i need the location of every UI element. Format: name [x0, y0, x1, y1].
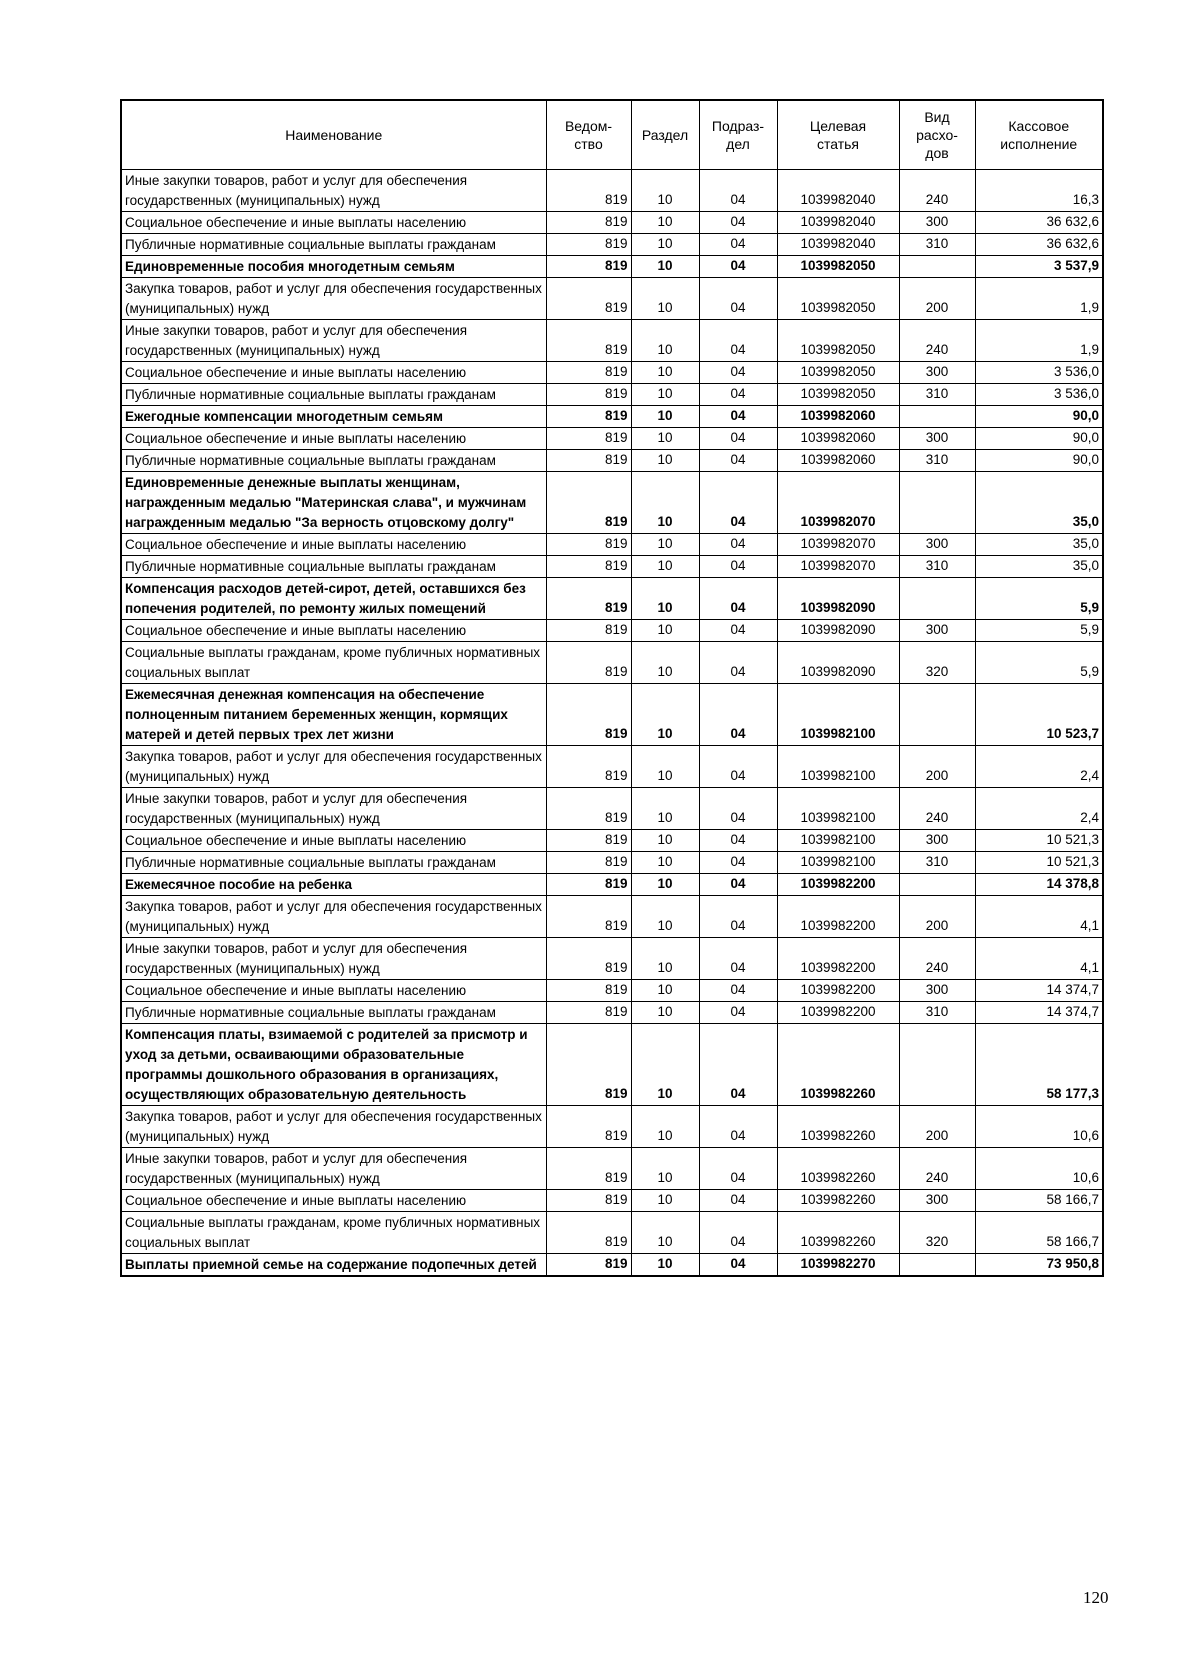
article-cell: 1039982040	[777, 212, 899, 234]
section-cell: 10	[631, 938, 699, 980]
execution-cell: 1,9	[975, 278, 1103, 320]
article-cell: 1039982200	[777, 1002, 899, 1024]
expense-type-cell: 300	[899, 830, 975, 852]
article-cell: 1039982060	[777, 428, 899, 450]
execution-cell: 14 378,8	[975, 874, 1103, 896]
name-cell: Иные закупки товаров, работ и услуг для обеспечения государственных (муниципальных) нужд	[121, 938, 546, 980]
section-cell: 10	[631, 874, 699, 896]
expense-type-cell: 310	[899, 450, 975, 472]
header-article: Целевая статья	[777, 100, 899, 170]
header-section: Раздел	[631, 100, 699, 170]
subsection-cell: 04	[699, 1190, 777, 1212]
expense-type-cell: 300	[899, 534, 975, 556]
name-cell: Единовременные пособия многодетным семьям	[121, 256, 546, 278]
execution-cell: 3 536,0	[975, 362, 1103, 384]
dept-cell: 819	[546, 556, 631, 578]
expense-type-cell: 240	[899, 320, 975, 362]
name-cell: Единовременные денежные выплаты женщинам, награжденным медалью "Материнская слава", и мужчинам награжденным медалью "За верность отцовскому долгу"	[121, 472, 546, 534]
execution-cell: 36 632,6	[975, 212, 1103, 234]
dept-cell: 819	[546, 620, 631, 642]
subsection-cell: 04	[699, 170, 777, 212]
table-header-row	[121, 100, 1103, 170]
dept-cell: 819	[546, 852, 631, 874]
section-cell: 10	[631, 1212, 699, 1254]
subsection-cell: 04	[699, 852, 777, 874]
dept-cell: 819	[546, 406, 631, 428]
dept-cell: 819	[546, 450, 631, 472]
section-cell: 10	[631, 1254, 699, 1277]
expense-type-cell: 300	[899, 620, 975, 642]
section-cell: 10	[631, 234, 699, 256]
table-row	[121, 980, 1103, 1002]
name-cell: Социальные выплаты гражданам, кроме публичных нормативных социальных выплат	[121, 1212, 546, 1254]
dept-cell: 819	[546, 534, 631, 556]
expense-type-cell	[899, 684, 975, 746]
table-row	[121, 578, 1103, 620]
article-cell: 1039982100	[777, 684, 899, 746]
table-row	[121, 278, 1103, 320]
section-cell: 10	[631, 1190, 699, 1212]
article-cell: 1039982070	[777, 534, 899, 556]
execution-cell: 5,9	[975, 620, 1103, 642]
dept-cell: 819	[546, 256, 631, 278]
dept-cell: 819	[546, 896, 631, 938]
execution-cell: 73 950,8	[975, 1254, 1103, 1277]
subsection-cell: 04	[699, 278, 777, 320]
article-cell: 1039982100	[777, 788, 899, 830]
execution-cell: 10 523,7	[975, 684, 1103, 746]
expense-type-cell: 300	[899, 1190, 975, 1212]
subsection-cell: 04	[699, 450, 777, 472]
execution-cell: 5,9	[975, 578, 1103, 620]
section-cell: 10	[631, 256, 699, 278]
section-cell: 10	[631, 1024, 699, 1106]
section-cell: 10	[631, 1148, 699, 1190]
subsection-cell: 04	[699, 1212, 777, 1254]
expense-type-cell: 310	[899, 384, 975, 406]
subsection-cell: 04	[699, 874, 777, 896]
subsection-cell: 04	[699, 578, 777, 620]
table-row	[121, 896, 1103, 938]
table-row	[121, 428, 1103, 450]
header-execution: Кассовое исполнение	[975, 100, 1103, 170]
table-row	[121, 1148, 1103, 1190]
dept-cell: 819	[546, 746, 631, 788]
execution-cell: 58 166,7	[975, 1190, 1103, 1212]
subsection-cell: 04	[699, 788, 777, 830]
subsection-cell: 04	[699, 642, 777, 684]
execution-cell: 3 536,0	[975, 384, 1103, 406]
name-cell: Закупка товаров, работ и услуг для обеспечения государственных (муниципальных) нужд	[121, 278, 546, 320]
section-cell: 10	[631, 320, 699, 362]
execution-cell: 5,9	[975, 642, 1103, 684]
article-cell: 1039982040	[777, 170, 899, 212]
header-dept: Ведом- ство	[546, 100, 631, 170]
expense-type-cell	[899, 406, 975, 428]
table-row	[121, 1106, 1103, 1148]
dept-cell: 819	[546, 578, 631, 620]
subsection-cell: 04	[699, 428, 777, 450]
section-cell: 10	[631, 980, 699, 1002]
article-cell: 1039982260	[777, 1106, 899, 1148]
section-cell: 10	[631, 406, 699, 428]
table-row	[121, 362, 1103, 384]
article-cell: 1039982260	[777, 1212, 899, 1254]
section-cell: 10	[631, 362, 699, 384]
execution-cell: 10 521,3	[975, 852, 1103, 874]
table-row	[121, 450, 1103, 472]
dept-cell: 819	[546, 830, 631, 852]
subsection-cell: 04	[699, 1254, 777, 1277]
article-cell: 1039982050	[777, 362, 899, 384]
section-cell: 10	[631, 212, 699, 234]
section-cell: 10	[631, 278, 699, 320]
expense-type-cell: 240	[899, 1148, 975, 1190]
dept-cell: 819	[546, 1148, 631, 1190]
article-cell: 1039982050	[777, 256, 899, 278]
execution-cell: 35,0	[975, 556, 1103, 578]
name-cell: Социальные выплаты гражданам, кроме публичных нормативных социальных выплат	[121, 642, 546, 684]
article-cell: 1039982060	[777, 406, 899, 428]
table-row	[121, 938, 1103, 980]
name-cell: Закупка товаров, работ и услуг для обеспечения государственных (муниципальных) нужд	[121, 1106, 546, 1148]
dept-cell: 819	[546, 980, 631, 1002]
execution-cell: 4,1	[975, 938, 1103, 980]
expense-type-cell	[899, 1254, 975, 1277]
subsection-cell: 04	[699, 534, 777, 556]
table-row	[121, 620, 1103, 642]
subsection-cell: 04	[699, 1148, 777, 1190]
execution-cell: 10 521,3	[975, 830, 1103, 852]
table-row	[121, 1254, 1103, 1277]
section-cell: 10	[631, 684, 699, 746]
name-cell: Закупка товаров, работ и услуг для обеспечения государственных (муниципальных) нужд	[121, 896, 546, 938]
subsection-cell: 04	[699, 234, 777, 256]
subsection-cell: 04	[699, 320, 777, 362]
article-cell: 1039982050	[777, 278, 899, 320]
section-cell: 10	[631, 788, 699, 830]
table-row	[121, 256, 1103, 278]
article-cell: 1039982050	[777, 320, 899, 362]
subsection-cell: 04	[699, 406, 777, 428]
table-row	[121, 1190, 1103, 1212]
subsection-cell: 04	[699, 1002, 777, 1024]
dept-cell: 819	[546, 212, 631, 234]
section-cell: 10	[631, 1106, 699, 1148]
expense-type-cell: 300	[899, 362, 975, 384]
article-cell: 1039982090	[777, 642, 899, 684]
name-cell: Иные закупки товаров, работ и услуг для обеспечения государственных (муниципальных) нужд	[121, 170, 546, 212]
section-cell: 10	[631, 746, 699, 788]
table-row	[121, 684, 1103, 746]
expense-type-cell: 240	[899, 170, 975, 212]
expense-type-cell: 200	[899, 896, 975, 938]
name-cell: Публичные нормативные социальные выплаты гражданам	[121, 384, 546, 406]
expense-type-cell: 310	[899, 556, 975, 578]
name-cell: Социальное обеспечение и иные выплаты населению	[121, 980, 546, 1002]
subsection-cell: 04	[699, 980, 777, 1002]
dept-cell: 819	[546, 938, 631, 980]
table-row	[121, 384, 1103, 406]
name-cell: Публичные нормативные социальные выплаты гражданам	[121, 450, 546, 472]
section-cell: 10	[631, 830, 699, 852]
execution-cell: 16,3	[975, 170, 1103, 212]
article-cell: 1039982100	[777, 852, 899, 874]
article-cell: 1039982040	[777, 234, 899, 256]
name-cell: Ежемесячное пособие на ребенка	[121, 874, 546, 896]
expense-type-cell	[899, 256, 975, 278]
subsection-cell: 04	[699, 1106, 777, 1148]
subsection-cell: 04	[699, 684, 777, 746]
execution-cell: 35,0	[975, 472, 1103, 534]
name-cell: Ежемесячная денежная компенсация на обеспечение полноценным питанием беременных женщин, кормящих матерей и детей первых трех лет жизни	[121, 684, 546, 746]
dept-cell: 819	[546, 1002, 631, 1024]
name-cell: Публичные нормативные социальные выплаты гражданам	[121, 234, 546, 256]
expense-type-cell: 310	[899, 852, 975, 874]
dept-cell: 819	[546, 234, 631, 256]
table-row	[121, 1024, 1103, 1106]
subsection-cell: 04	[699, 384, 777, 406]
article-cell: 1039982200	[777, 896, 899, 938]
article-cell: 1039982200	[777, 874, 899, 896]
dept-cell: 819	[546, 428, 631, 450]
subsection-cell: 04	[699, 556, 777, 578]
section-cell: 10	[631, 170, 699, 212]
name-cell: Публичные нормативные социальные выплаты гражданам	[121, 852, 546, 874]
section-cell: 10	[631, 556, 699, 578]
subsection-cell: 04	[699, 746, 777, 788]
execution-cell: 1,9	[975, 320, 1103, 362]
table-row	[121, 534, 1103, 556]
execution-cell: 2,4	[975, 746, 1103, 788]
article-cell: 1039982260	[777, 1024, 899, 1106]
expense-type-cell: 300	[899, 980, 975, 1002]
article-cell: 1039982090	[777, 578, 899, 620]
expense-type-cell	[899, 472, 975, 534]
name-cell: Иные закупки товаров, работ и услуг для обеспечения государственных (муниципальных) нужд	[121, 788, 546, 830]
dept-cell: 819	[546, 788, 631, 830]
name-cell: Компенсация расходов детей-сирот, детей, оставшихся без попечения родителей, по ремонту жилых помещений	[121, 578, 546, 620]
subsection-cell: 04	[699, 620, 777, 642]
execution-cell: 90,0	[975, 406, 1103, 428]
table-row	[121, 472, 1103, 534]
page-number: 120	[1083, 1588, 1109, 1607]
article-cell: 1039982260	[777, 1190, 899, 1212]
table-row	[121, 1212, 1103, 1254]
table-row	[121, 212, 1103, 234]
table-row	[121, 874, 1103, 896]
execution-cell: 58 166,7	[975, 1212, 1103, 1254]
execution-cell: 14 374,7	[975, 980, 1103, 1002]
article-cell: 1039982100	[777, 746, 899, 788]
expense-type-cell	[899, 578, 975, 620]
section-cell: 10	[631, 428, 699, 450]
dept-cell: 819	[546, 642, 631, 684]
table-row	[121, 852, 1103, 874]
execution-cell: 3 537,9	[975, 256, 1103, 278]
article-cell: 1039982270	[777, 1254, 899, 1277]
subsection-cell: 04	[699, 212, 777, 234]
execution-cell: 90,0	[975, 450, 1103, 472]
subsection-cell: 04	[699, 362, 777, 384]
dept-cell: 819	[546, 1212, 631, 1254]
execution-cell: 14 374,7	[975, 1002, 1103, 1024]
subsection-cell: 04	[699, 938, 777, 980]
dept-cell: 819	[546, 320, 631, 362]
expense-type-cell: 240	[899, 788, 975, 830]
section-cell: 10	[631, 578, 699, 620]
execution-cell: 10,6	[975, 1148, 1103, 1190]
article-cell: 1039982200	[777, 938, 899, 980]
dept-cell: 819	[546, 1190, 631, 1212]
table-row	[121, 556, 1103, 578]
section-cell: 10	[631, 472, 699, 534]
budget-execution-table	[120, 99, 1104, 1277]
section-cell: 10	[631, 620, 699, 642]
dept-cell: 819	[546, 472, 631, 534]
subsection-cell: 04	[699, 896, 777, 938]
table-row	[121, 406, 1103, 428]
execution-cell: 90,0	[975, 428, 1103, 450]
expense-type-cell: 320	[899, 1212, 975, 1254]
dept-cell: 819	[546, 278, 631, 320]
expense-type-cell: 200	[899, 1106, 975, 1148]
execution-cell: 58 177,3	[975, 1024, 1103, 1106]
dept-cell: 819	[546, 384, 631, 406]
article-cell: 1039982070	[777, 556, 899, 578]
subsection-cell: 04	[699, 472, 777, 534]
article-cell: 1039982200	[777, 980, 899, 1002]
execution-cell: 4,1	[975, 896, 1103, 938]
expense-type-cell: 310	[899, 234, 975, 256]
name-cell: Социальное обеспечение и иные выплаты населению	[121, 1190, 546, 1212]
header-name: Наименование	[121, 100, 546, 170]
header-expense-type: Вид расхо- дов	[899, 100, 975, 170]
execution-cell: 36 632,6	[975, 234, 1103, 256]
section-cell: 10	[631, 450, 699, 472]
name-cell: Социальное обеспечение и иные выплаты населению	[121, 362, 546, 384]
table-row	[121, 1002, 1103, 1024]
expense-type-cell: 300	[899, 428, 975, 450]
dept-cell: 819	[546, 874, 631, 896]
expense-type-cell: 300	[899, 212, 975, 234]
subsection-cell: 04	[699, 830, 777, 852]
section-cell: 10	[631, 1002, 699, 1024]
header-subsection: Подраз- дел	[699, 100, 777, 170]
section-cell: 10	[631, 642, 699, 684]
section-cell: 10	[631, 896, 699, 938]
article-cell: 1039982070	[777, 472, 899, 534]
name-cell: Выплаты приемной семье на содержание подопечных детей	[121, 1254, 546, 1277]
subsection-cell: 04	[699, 256, 777, 278]
name-cell: Социальное обеспечение и иные выплаты населению	[121, 534, 546, 556]
dept-cell: 819	[546, 362, 631, 384]
article-cell: 1039982050	[777, 384, 899, 406]
name-cell: Социальное обеспечение и иные выплаты населению	[121, 212, 546, 234]
name-cell: Социальное обеспечение и иные выплаты населению	[121, 428, 546, 450]
article-cell: 1039982260	[777, 1148, 899, 1190]
section-cell: 10	[631, 534, 699, 556]
table-row	[121, 234, 1103, 256]
expense-type-cell	[899, 1024, 975, 1106]
subsection-cell: 04	[699, 1024, 777, 1106]
expense-type-cell	[899, 874, 975, 896]
section-cell: 10	[631, 384, 699, 406]
expense-type-cell: 200	[899, 278, 975, 320]
execution-cell: 2,4	[975, 788, 1103, 830]
name-cell: Иные закупки товаров, работ и услуг для обеспечения государственных (муниципальных) нужд	[121, 1148, 546, 1190]
expense-type-cell: 200	[899, 746, 975, 788]
article-cell: 1039982090	[777, 620, 899, 642]
dept-cell: 819	[546, 1024, 631, 1106]
article-cell: 1039982100	[777, 830, 899, 852]
name-cell: Социальное обеспечение и иные выплаты населению	[121, 620, 546, 642]
table-row	[121, 320, 1103, 362]
table-row	[121, 170, 1103, 212]
name-cell: Социальное обеспечение и иные выплаты населению	[121, 830, 546, 852]
article-cell: 1039982060	[777, 450, 899, 472]
name-cell: Публичные нормативные социальные выплаты гражданам	[121, 556, 546, 578]
expense-type-cell: 320	[899, 642, 975, 684]
name-cell: Иные закупки товаров, работ и услуг для обеспечения государственных (муниципальных) нужд	[121, 320, 546, 362]
expense-type-cell: 240	[899, 938, 975, 980]
table-row	[121, 746, 1103, 788]
name-cell: Закупка товаров, работ и услуг для обеспечения государственных (муниципальных) нужд	[121, 746, 546, 788]
section-cell: 10	[631, 852, 699, 874]
dept-cell: 819	[546, 1106, 631, 1148]
execution-cell: 35,0	[975, 534, 1103, 556]
name-cell: Публичные нормативные социальные выплаты гражданам	[121, 1002, 546, 1024]
execution-cell: 10,6	[975, 1106, 1103, 1148]
dept-cell: 819	[546, 1254, 631, 1277]
name-cell: Ежегодные компенсации многодетным семьям	[121, 406, 546, 428]
dept-cell: 819	[546, 684, 631, 746]
table-row	[121, 642, 1103, 684]
expense-type-cell: 310	[899, 1002, 975, 1024]
table-row	[121, 830, 1103, 852]
table-body	[121, 170, 1103, 1277]
name-cell: Компенсация платы, взимаемой с родителей за присмотр и уход за детьми, осваивающими образовательные программы дошкольного образования в организациях, осуществляющих образовательную деятельность	[121, 1024, 546, 1106]
dept-cell: 819	[546, 170, 631, 212]
table-row	[121, 788, 1103, 830]
